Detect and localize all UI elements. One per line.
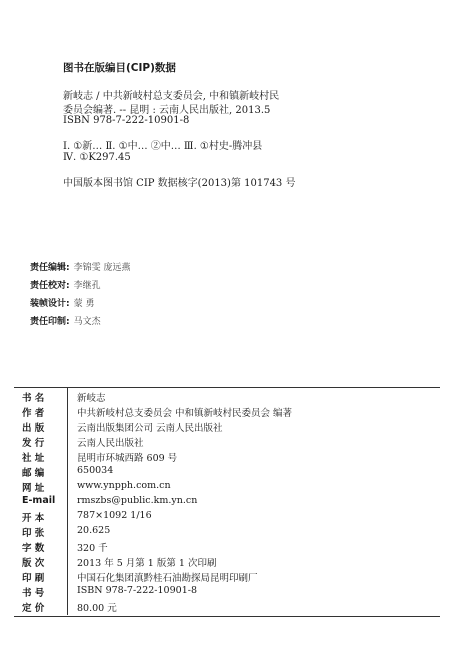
colophon-label: 作 者 <box>22 408 45 419</box>
colophon-row-publisher <box>14 420 440 435</box>
colophon-value: 云南人民出版社 <box>77 438 144 449</box>
colophon-label: E-mail <box>22 495 56 506</box>
colophon-bottom-rule <box>14 616 440 617</box>
colophon-label: 定 价 <box>22 603 45 614</box>
colophon-value: 787×1092 1/16 <box>77 510 152 521</box>
colophon-row-title <box>14 390 440 405</box>
resp-label: 责任编辑: <box>30 263 70 273</box>
colophon-label: 印 张 <box>22 528 45 539</box>
colophon-label: 邮 编 <box>22 468 45 479</box>
colophon-value: 2013 年 5 月第 1 版第 1 次印刷 <box>77 558 217 569</box>
colophon-label: 书 号 <box>22 588 45 599</box>
resp-proofreader <box>30 278 101 291</box>
resp-label: 责任校对: <box>30 281 70 291</box>
cip-title: 图书在版编目(CIP)数据 <box>63 62 176 74</box>
colophon-label: 版 次 <box>22 558 45 569</box>
colophon-label: 发 行 <box>22 438 45 449</box>
resp-value: 李继孔 <box>73 281 101 291</box>
resp-label: 装帧设计: <box>30 299 70 309</box>
colophon-value: 昆明市环城西路 609 号 <box>77 453 178 464</box>
colophon-label: 出 版 <box>22 423 45 434</box>
colophon-row-distributor <box>14 435 440 450</box>
colophon-row-price <box>14 600 440 615</box>
resp-value: 马文杰 <box>73 317 101 327</box>
resp-designer <box>30 296 94 309</box>
colophon-value: 中共新岐村总支委员会 中和镇新岐村民委员会 编著 <box>77 408 293 419</box>
colophon-label: 社 址 <box>22 453 45 464</box>
colophon-top-rule <box>14 387 440 388</box>
resp-printing <box>30 314 101 327</box>
cip-classification: Ⅰ. ①新… Ⅱ. ①中… ②中… Ⅲ. ①村史-腾冲县 <box>63 141 263 152</box>
cip-record-number: 中国版本图书馆 CIP 数据核字(2013)第 101743 号 <box>63 178 296 189</box>
colophon-row-wordcount <box>14 540 440 555</box>
colophon-value: www.ynpph.com.cn <box>77 480 171 491</box>
colophon-row-address <box>14 450 440 465</box>
resp-value: 蒙 勇 <box>73 299 95 309</box>
colophon-row-website <box>14 480 440 495</box>
cip-classification-number: Ⅳ. ①K297.45 <box>63 152 131 163</box>
colophon-row-author <box>14 405 440 420</box>
resp-value: 李锦雯 庞远燕 <box>73 263 131 273</box>
colophon-row-edition <box>14 555 440 570</box>
cip-line-1: 新岐志 / 中共新岐村总支委员会, 中和镇新岐村民 <box>63 91 280 102</box>
colophon-row-isbn <box>14 585 440 600</box>
colophon-value: 云南出版集团公司 云南人民出版社 <box>77 423 223 434</box>
colophon-label: 字 数 <box>22 543 45 554</box>
colophon-label: 印 刷 <box>22 573 45 584</box>
colophon-row-printer <box>14 570 440 585</box>
colophon-value: 80.00 元 <box>77 603 117 614</box>
colophon-row-postcode <box>14 465 440 480</box>
colophon-row-email <box>14 495 440 510</box>
colophon-label: 开 本 <box>22 513 45 524</box>
colophon-value: ISBN 978-7-222-10901-8 <box>77 585 197 596</box>
cip-isbn: ISBN 978-7-222-10901-8 <box>63 115 190 126</box>
resp-editor <box>30 260 130 273</box>
colophon-value: 650034 <box>77 465 114 476</box>
colophon-value: 20.625 <box>77 525 111 536</box>
colophon-label: 网 址 <box>22 483 45 494</box>
colophon-row-sheets <box>14 525 440 540</box>
colophon-value: 中国石化集团滇黔桂石油勘探局昆明印刷厂 <box>77 573 258 584</box>
colophon-value: rmszbs@public.km.yn.cn <box>77 495 198 506</box>
colophon-label: 书 名 <box>22 393 45 404</box>
colophon-row-format <box>14 510 440 525</box>
resp-label: 责任印制: <box>30 317 70 327</box>
colophon-value: 新岐志 <box>77 393 106 404</box>
cip-line-2: 委员会编著. -- 昆明 : 云南人民出版社, 2013.5 <box>63 105 271 116</box>
colophon-value: 320 千 <box>77 543 108 554</box>
